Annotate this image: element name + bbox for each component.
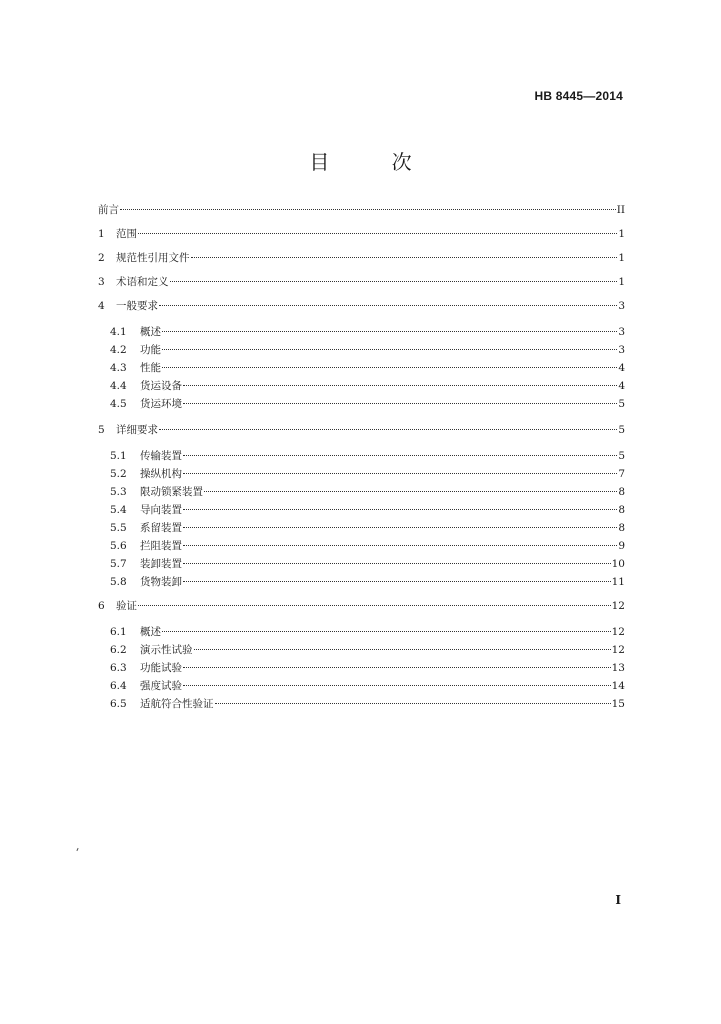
toc-leader-dots (159, 429, 617, 430)
toc-entry-page: 3 (618, 344, 625, 356)
toc-entry-page: 12 (611, 600, 625, 612)
toc-entry-page: 4 (618, 380, 625, 392)
toc-entry[interactable] (110, 539, 625, 553)
toc-entry-number: 5.6 (110, 540, 127, 552)
toc-entry-page: 5 (618, 424, 625, 436)
toc-entry-number: 5.5 (110, 522, 127, 534)
toc-entry-page: II (616, 204, 625, 216)
toc-entry-number: 6.4 (110, 680, 127, 692)
toc-entry-number: 1 (98, 228, 105, 240)
toc-entry[interactable] (98, 227, 625, 241)
toc-entry-page: 3 (618, 326, 625, 338)
toc-entry[interactable] (110, 557, 625, 571)
toc-entry[interactable] (110, 449, 625, 463)
toc-leader-dots (183, 527, 617, 528)
toc-leader-dots (183, 509, 617, 510)
toc-leader-dots (138, 233, 617, 234)
toc-leader-dots (162, 631, 611, 632)
toc-entry-number: 4 (98, 300, 105, 312)
toc-entry[interactable] (110, 503, 625, 517)
toc-entry-label: 传输装置 (140, 450, 182, 462)
toc-entry-number: 5.4 (110, 504, 127, 516)
toc-leader-dots (138, 605, 611, 606)
toc-entry-page: 3 (618, 300, 625, 312)
toc-leader-dots (162, 367, 617, 368)
toc-entry[interactable] (98, 299, 625, 313)
toc-entry-page: 11 (611, 576, 625, 588)
toc-entry-label: 前言 (98, 204, 119, 216)
toc-entry-label: 范围 (116, 228, 137, 240)
toc-entry-number: 6 (98, 600, 105, 612)
toc-entry[interactable] (110, 643, 625, 657)
toc-entry-number: 5.2 (110, 468, 127, 480)
toc-entry-label: 详细要求 (116, 424, 158, 436)
toc-entry[interactable] (110, 697, 625, 711)
toc-entry-label: 拦阻装置 (140, 540, 182, 552)
toc-entry-label: 货物装卸 (140, 576, 182, 588)
toc-leader-dots (162, 331, 617, 332)
toc-leader-dots (159, 305, 617, 306)
toc-leader-dots (183, 563, 611, 564)
toc-entry-page: 12 (611, 644, 625, 656)
toc-entry[interactable] (110, 397, 625, 411)
toc-entry[interactable] (98, 275, 625, 289)
toc-leader-dots (162, 349, 617, 350)
toc-entry-page: 8 (618, 486, 625, 498)
toc-entry-number: 6.2 (110, 644, 127, 656)
toc-entry-label: 概述 (140, 326, 161, 338)
toc-entry-number: 5.8 (110, 576, 127, 588)
toc-entry[interactable] (110, 343, 625, 357)
toc-entry-label: 装卸装置 (140, 558, 182, 570)
toc-entry-label: 概述 (140, 626, 161, 638)
toc-entry-number: 5.3 (110, 486, 127, 498)
toc-leader-dots (183, 545, 617, 546)
toc-entry[interactable] (110, 521, 625, 535)
toc-entry-number: 3 (98, 276, 105, 288)
toc-leader-dots (183, 385, 617, 386)
toc-entry-number: 4.3 (110, 362, 127, 374)
toc-leader-dots (170, 281, 618, 282)
toc-entry-page: 8 (618, 522, 625, 534)
toc-entry-page: 1 (618, 276, 625, 288)
toc-entry-page: 7 (618, 468, 625, 480)
toc-entry[interactable] (98, 423, 625, 437)
toc-leader-dots (183, 581, 611, 582)
toc-entry-page: 12 (611, 626, 625, 638)
toc-entry-page: 4 (618, 362, 625, 374)
toc-entry-label: 演示性试验 (140, 644, 193, 656)
toc-title: 目 次 (309, 150, 440, 174)
toc-entry-label: 货运环境 (140, 398, 182, 410)
toc-entry-label: 强度试验 (140, 680, 182, 692)
toc-entry-page: 1 (618, 228, 625, 240)
toc-entry-number: 6.3 (110, 662, 127, 674)
toc-entry[interactable] (110, 575, 625, 589)
toc-entry-number: 5 (98, 424, 105, 436)
toc-entry-number: 2 (98, 252, 105, 264)
toc-leader-dots (194, 649, 611, 650)
toc-entry[interactable] (110, 379, 625, 393)
toc-entry-label: 功能 (140, 344, 161, 356)
standard-code: HB 8445—2014 (534, 89, 623, 103)
toc-entry-page: 14 (611, 680, 625, 692)
toc-entry-number: 6.1 (110, 626, 127, 638)
toc-leader-dots (183, 473, 617, 474)
toc-entry[interactable] (110, 661, 625, 675)
toc-entry[interactable] (98, 251, 625, 265)
toc-entry-label: 系留装置 (140, 522, 182, 534)
toc-entry-label: 一般要求 (116, 300, 158, 312)
toc-entry[interactable] (110, 485, 625, 499)
toc-entry[interactable] (110, 679, 625, 693)
toc-entry-label: 导向装置 (140, 504, 182, 516)
toc-entry-label: 货运设备 (140, 380, 182, 392)
toc-leader-dots (191, 257, 618, 258)
toc-entry[interactable] (110, 325, 625, 339)
toc-entry-label: 性能 (140, 362, 161, 374)
toc-entry-number: 5.7 (110, 558, 127, 570)
toc-entry-number: 4.4 (110, 380, 127, 392)
toc-leader-dots (183, 455, 617, 456)
toc-entry[interactable] (110, 361, 625, 375)
toc-entry-label: 验证 (116, 600, 137, 612)
toc-leader-dots (215, 703, 611, 704)
toc-entry-number: 4.2 (110, 344, 127, 356)
toc-leader-dots (183, 667, 611, 668)
toc-entry[interactable] (98, 203, 625, 217)
toc-entry-label: 限动锁紧装置 (140, 486, 203, 498)
toc-entry-page: 1 (618, 252, 625, 264)
toc-entry-number: 4.5 (110, 398, 127, 410)
toc-leader-dots (183, 685, 611, 686)
scan-speck (76, 848, 78, 851)
toc-entry-label: 适航符合性验证 (140, 698, 214, 710)
toc-entry-number: 5.1 (110, 450, 127, 462)
toc-leader-dots (120, 209, 616, 210)
toc-entry-page: 5 (618, 398, 625, 410)
toc-entry-page: 13 (611, 662, 625, 674)
toc-entry-page: 9 (618, 540, 625, 552)
toc-leader-dots (183, 403, 617, 404)
toc-entry[interactable] (110, 625, 625, 639)
toc-entry-number: 4.1 (110, 326, 127, 338)
toc-entry-page: 8 (618, 504, 625, 516)
toc-entry-number: 6.5 (110, 698, 127, 710)
toc-entry-label: 操纵机构 (140, 468, 182, 480)
toc-entry[interactable] (98, 599, 625, 613)
toc-entry-label: 术语和定义 (116, 276, 169, 288)
toc-entry[interactable] (110, 467, 625, 481)
toc-entry-page: 15 (611, 698, 625, 710)
toc-entry-label: 规范性引用文件 (116, 252, 190, 264)
page-number: I (615, 893, 621, 907)
toc-entry-label: 功能试验 (140, 662, 182, 674)
toc-leader-dots (204, 491, 617, 492)
toc-entry-page: 10 (611, 558, 625, 570)
toc-entry-page: 5 (618, 450, 625, 462)
